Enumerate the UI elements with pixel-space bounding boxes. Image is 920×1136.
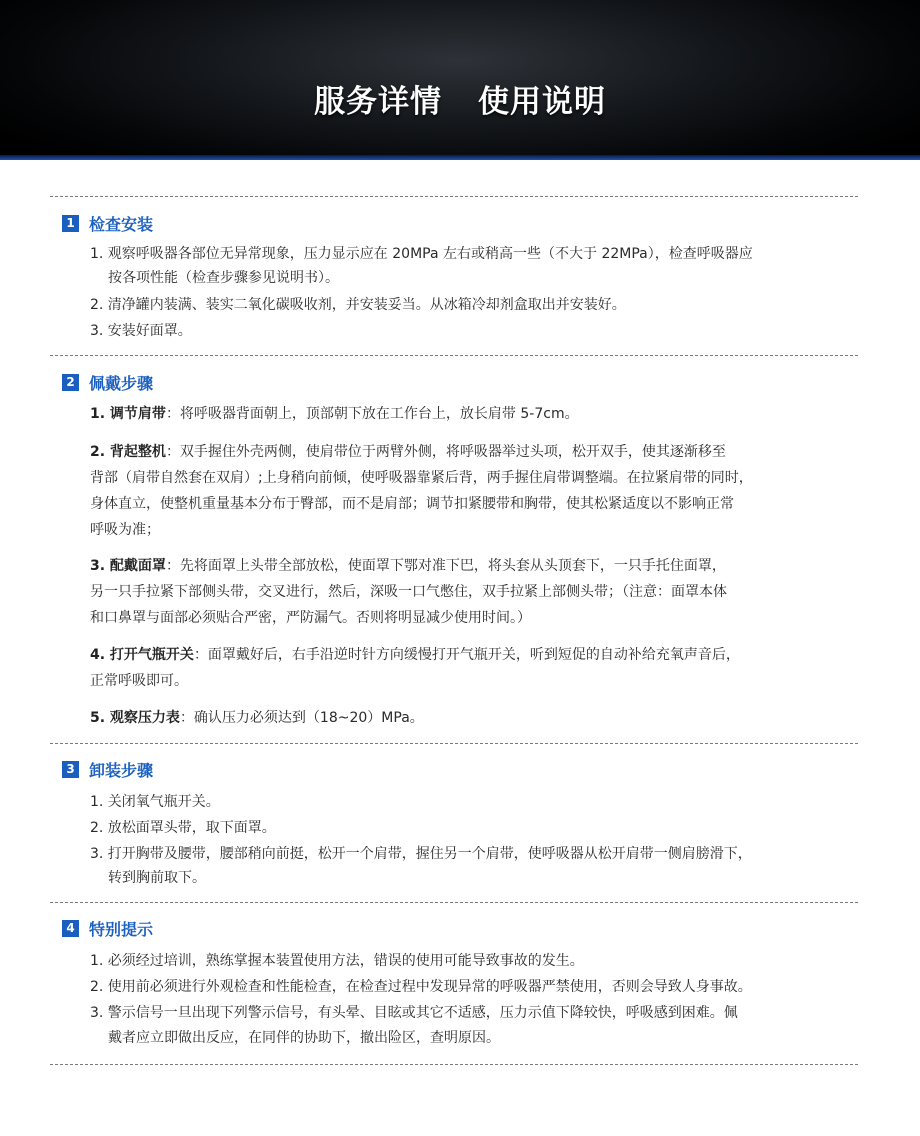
section-number-badge: 2 bbox=[62, 374, 79, 391]
section-header bbox=[62, 758, 852, 780]
section-title: 佩戴步骤 bbox=[89, 373, 154, 393]
step-label: 2. 背起整机 bbox=[90, 444, 166, 460]
step-label: 3. 配戴面罩 bbox=[90, 558, 166, 574]
banner bbox=[0, 0, 920, 160]
step-text: ：将呼吸器背面朝上，顶部朝下放在工作台上，放长肩带 5-7cm。 bbox=[165, 406, 579, 422]
step-text: ：面罩戴好后，右手沿逆时针方向缓慢打开气瓶开关，听到短促的自动补给充氧声音后， bbox=[193, 647, 740, 663]
step-label: 1. 调节肩带 bbox=[90, 406, 166, 422]
text-line: 1. 必须经过培训，熟练掌握本装置使用方法，错误的使用可能导致事故的发生。 bbox=[90, 953, 584, 969]
banner-title-right: 使用说明 bbox=[478, 84, 606, 120]
divider-5 bbox=[50, 1064, 858, 1065]
text-line: 按各项性能（检查步骤参见说明书）。 bbox=[108, 270, 339, 286]
banner-title-left: 服务详情 bbox=[314, 84, 442, 120]
step-line: 背部（肩带自然套在双肩）;上身稍向前倾，使呼吸器靠紧后背，两手握住肩带调整端。在拉紧肩带的同时， bbox=[90, 470, 753, 486]
text-line: 1. 观察呼吸器各部位无异常现象，压力显示应在 20MPa 左右或稍高一些（不大于 22MPa），检查呼吸器应 bbox=[90, 246, 753, 262]
section-number-badge: 3 bbox=[62, 761, 79, 778]
section-number-badge: 4 bbox=[62, 920, 79, 937]
section-header bbox=[62, 212, 852, 234]
step-text: ：确认压力必须达到（18~20）MPa。 bbox=[179, 710, 424, 726]
text-line: 戴者应立即做出反应，在同伴的协助下，撤出险区，查明原因。 bbox=[108, 1030, 500, 1046]
step-line: 正常呼吸即可。 bbox=[90, 673, 188, 689]
step-text: ：先将面罩上头带全部放松，使面罩下鄂对准下巴，将头套从头顶套下，一只手托住面罩， bbox=[165, 558, 726, 574]
section-title: 特别提示 bbox=[89, 919, 154, 939]
section-number-badge: 1 bbox=[62, 215, 79, 232]
section-header bbox=[62, 917, 852, 939]
text-line: 3. 警示信号一旦出现下列警示信号，有头晕、目眩或其它不适感，压力示值下降较快，呼吸感到困难。佩 bbox=[90, 1005, 738, 1021]
step-line: 和口鼻罩与面部必须贴合严密，严防漏气。否则将明显减少使用时间。） bbox=[90, 610, 531, 626]
section-title: 卸装步骤 bbox=[89, 760, 154, 780]
step-line bbox=[90, 405, 850, 423]
step-line: 呼吸为准； bbox=[90, 522, 160, 538]
section-removal-steps bbox=[62, 758, 852, 780]
text-line: 3. 安装好面罩。 bbox=[90, 323, 192, 339]
step-line bbox=[90, 709, 850, 727]
text-line: 2. 放松面罩头带，取下面罩。 bbox=[90, 820, 276, 836]
step-label: 4. 打开气瓶开关 bbox=[90, 647, 194, 663]
text-line: 转到胸前取下。 bbox=[108, 870, 206, 886]
divider-3 bbox=[50, 743, 858, 744]
step-line bbox=[90, 443, 850, 461]
section-header bbox=[62, 371, 852, 393]
section-wearing-steps bbox=[62, 371, 852, 393]
divider-2 bbox=[50, 355, 858, 356]
text-line: 1. 关闭氧气瓶开关。 bbox=[90, 794, 220, 810]
divider-1 bbox=[50, 196, 858, 197]
banner-glow bbox=[0, 155, 920, 160]
step-label: 5. 观察压力表 bbox=[90, 710, 180, 726]
text-line: 2. 使用前必须进行外观检查和性能检查，在检查过程中发现异常的呼吸器严禁使用，否则会导致人身事故。 bbox=[90, 979, 752, 995]
section-title: 检查安装 bbox=[89, 214, 154, 234]
divider-4 bbox=[50, 902, 858, 903]
section-special-notes bbox=[62, 917, 852, 939]
section-check-install bbox=[62, 212, 852, 234]
step-line: 另一只手拉紧下部侧头带，交叉进行，然后，深吸一口气憋住，双手拉紧上部侧头带；（注意：面罩本体 bbox=[90, 584, 727, 600]
text-line: 2. 清净罐内装满、装实二氧化碳吸收剂，并安装妥当。从冰箱冷却剂盒取出并安装好。 bbox=[90, 297, 626, 313]
banner-title bbox=[0, 76, 920, 121]
step-text: ：双手握住外壳两侧，使肩带位于两臂外侧，将呼吸器举过头项，松开双手，使其逐渐移至 bbox=[165, 444, 726, 460]
step-line bbox=[90, 557, 850, 575]
step-line bbox=[90, 646, 850, 664]
step-line: 身体直立，使整机重量基本分布于臀部，而不是肩部；调节扣紧腰带和胸带，使其松紧适度以不影响正常 bbox=[90, 496, 734, 512]
text-line: 3. 打开胸带及腰带，腰部稍向前挺，松开一个肩带，握住另一个肩带，使呼吸器从松开肩带一侧肩膀滑下， bbox=[90, 846, 752, 862]
